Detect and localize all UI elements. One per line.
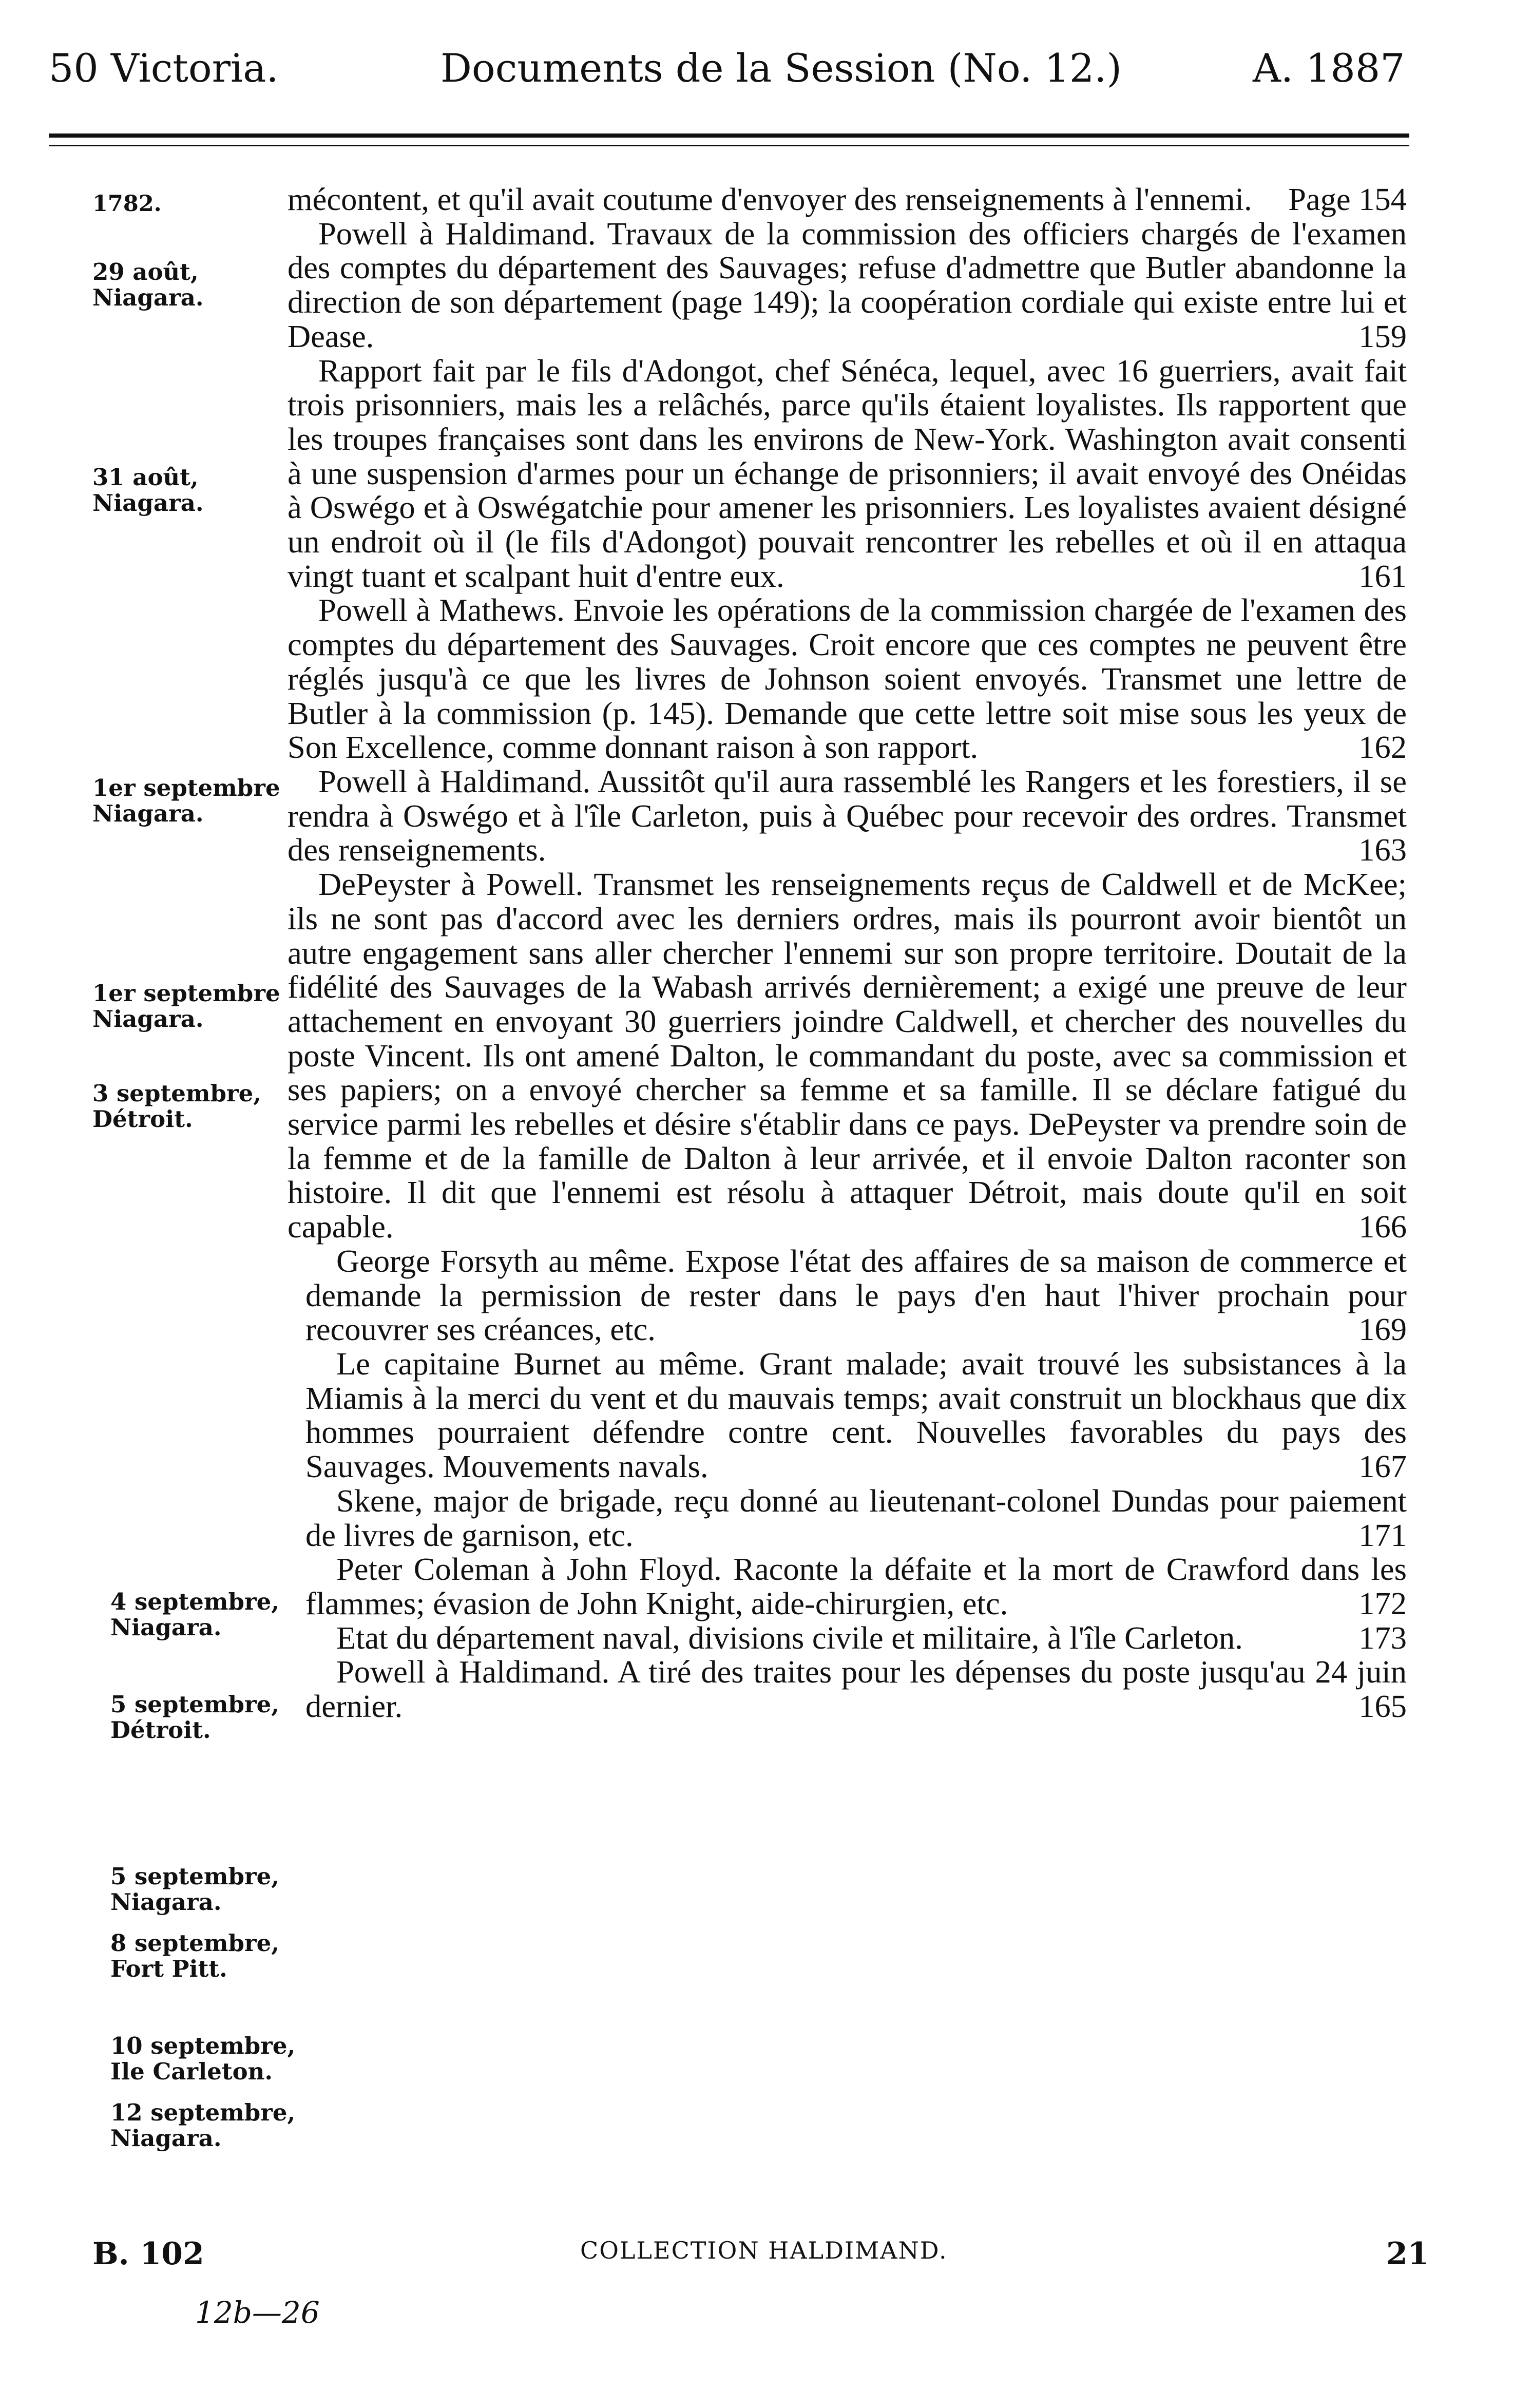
margin-year: 1782. (92, 191, 162, 217)
footer-signature-mark: 12b—26 (195, 2295, 320, 2330)
margin-place: Détroit. (92, 1105, 193, 1133)
entry (288, 182, 1407, 217)
entry (288, 354, 1407, 594)
footer-page-number: 21 (1386, 2236, 1429, 2272)
entry (288, 867, 1407, 1244)
margin-note (92, 465, 204, 516)
margin-date: 5 septembre, (110, 1691, 279, 1718)
entry (305, 1655, 1407, 1723)
margin-note (92, 1081, 261, 1132)
footer-collection: COLLECTION HALDIMAND. (580, 2237, 948, 2264)
margin-date: 1er septembre (92, 980, 280, 1007)
margin-note (110, 1931, 279, 1982)
entry-text: mécontent, et qu'il avait coutume d'envoyer des renseignements à l'ennemi. (288, 181, 1252, 217)
margin-place: Ile Carleton. (110, 2058, 273, 2085)
margin-date: 8 septembre, (110, 1929, 279, 1957)
margin-note (110, 2100, 295, 2151)
entry-page: 163 (1358, 832, 1407, 868)
margin-note (92, 981, 280, 1032)
entry-page: 161 (1358, 558, 1407, 594)
margin-note (110, 1864, 279, 1915)
entry-page: 173 (1358, 1619, 1407, 1656)
margin-date: 4 septembre, (110, 1588, 279, 1615)
entry-text: Powell à Haldimand. Aussitôt qu'il aura rassemblé les Rangers et les forestiers, il se rendra à Oswégo et à l'île Carleton, puis à Québec pour recevoir des ordres. Transmet des renseignements. (288, 763, 1407, 868)
margin-place: Fort Pitt. (110, 1955, 227, 1982)
entry (305, 1347, 1407, 1484)
margin-place: Niagara. (92, 284, 204, 311)
entry-page: 172 (1358, 1585, 1407, 1621)
entry-page: 169 (1358, 1311, 1407, 1348)
margin-place: Niagara. (110, 2125, 222, 2152)
entry (288, 217, 1407, 354)
margin-place: Niagara. (92, 489, 204, 517)
entry-page: 162 (1358, 729, 1407, 766)
entry-text: Rapport fait par le fils d'Adongot, chef Sénéca, lequel, avec 16 guerriers, avait fait trois prisonniers, mais les a relâchés, parce qu'ils étaient loyalistes. Ils rapportent que les troupes françaises sont dans les environs de New-York. Washington avait consenti à une suspension d'armes pour un échange de prisonniers; il avait envoyé des Onéidas à Oswégo et à Oswégatchie pour amener les prisonniers. Les loyalistes avaient désigné un endroit où il (le fils d'Adongot) pouvait rencontrer les rebelles et où il en attaqua vingt tuant et scalpant huit d'entre eux. (288, 352, 1407, 594)
entry-text: Le capitaine Burnet au même. Grant malade; avait trouvé les subsistances à la Miamis à la merci du vent et du mauvais temps; avait construit un blockhaus que dix hommes pourraient défendre contre cent. Nouvelles favorables du pays des Sauvages. Mouvements navals. (305, 1346, 1407, 1485)
entry (305, 1621, 1407, 1655)
entry (288, 593, 1407, 765)
margin-note (92, 775, 280, 827)
entry-text: Powell à Mathews. Envoie les opérations de la commission chargée de l'examen des comptes du département des Sauvages. Croit encore que ces comptes ne peuvent être réglés jusqu'à ce que les livres de Johnson soient envoyés. Transmet une lettre de Butler à la commission (p. 145). Demande que cette lettre soit mise sous les yeux de Son Excellence, comme donnant raison à son rapport. (288, 592, 1407, 766)
margin-note (110, 2033, 295, 2085)
margin-note (110, 1692, 279, 1743)
entry (305, 1244, 1407, 1347)
margin-date: 12 septembre, (110, 2099, 296, 2126)
margin-date: 31 août, (92, 464, 199, 491)
header-rule-thick (49, 133, 1409, 138)
margin-place: Niagara. (92, 1005, 204, 1033)
margin-date: 1er septembre (92, 774, 280, 801)
entry (288, 765, 1407, 867)
entry-page: 159 (1358, 318, 1407, 354)
entry-text: Powell à Haldimand. Travaux de la commission des officiers chargés de l'examen des comptes du département des Sauvages; refuse d'admettre que Butler abandonne la direction de son département (page 149); la coopération cordiale qui existe entre lui et Dease. (288, 215, 1407, 354)
entry-text: Skene, major de brigade, reçu donné au lieutenant-colonel Dundas pour paiement de livres de garnison, etc. (305, 1482, 1407, 1553)
margin-note (110, 1589, 279, 1640)
margin-place: Niagara. (110, 1614, 222, 1641)
header-session: 50 Victoria. (49, 45, 279, 91)
margin-note (92, 259, 204, 311)
entry-text: Powell à Haldimand. A tiré des traites pour les dépenses du poste jusqu'au 24 juin dernier. (305, 1654, 1407, 1725)
entry-page: 165 (1358, 1688, 1407, 1725)
header-year: A. 1887 (1253, 45, 1405, 91)
margin-place: Détroit. (110, 1716, 211, 1744)
footer-left: B. 102 (92, 2236, 204, 2272)
margin-date: 29 août, (92, 258, 199, 285)
entry-text: DePeyster à Powell. Transmet les renseignements reçus de Caldwell et de McKee; ils ne sont pas d'accord avec les derniers ordres, mais ils pourront avoir bientôt un autre engagement sans aller chercher l'ennemi sur son propre territoire. Doutait de la fidélité des Sauvages de la Wabash arrivés dernièrement; a exigé une preuve de leur attachement en envoyant 30 guerriers joindre Caldwell, et chercher des nouvelles du poste Vincent. Ils ont amené Dalton, le commandant du poste, avec sa commission et ses papiers; on a envoyé chercher sa femme et sa famille. Il se déclare fatigué du service parmi les rebelles et désire s'établir dans ce pays. DePeyster va prendre soin de la femme et de la famille de Dalton à leur arrivée, et il envoie Dalton raconter son histoire. Il dit que l'ennemi est résolu à attaquer Détroit, mais doute qu'il en soit capable. (288, 866, 1407, 1245)
body-column (288, 182, 1407, 1724)
margin-date: 5 septembre, (110, 1863, 279, 1890)
entry-text: Etat du département naval, divisions civile et militaire, à l'île Carleton. (336, 1619, 1243, 1656)
margin-place: Niagara. (110, 1888, 222, 1916)
entry (305, 1552, 1407, 1620)
entry-text: Peter Coleman à John Floyd. Raconte la défaite et la mort de Crawford dans les flammes; évasion de John Knight, aide-chirurgien, etc. (305, 1551, 1407, 1621)
header-rule-thin (49, 145, 1409, 146)
entry-text: George Forsyth au même. Expose l'état des affaires de sa maison de commerce et demande la permission de rester dans le pays d'en haut l'hiver prochain pour recouvrer ses créances, etc. (305, 1243, 1407, 1348)
header-title: Documents de la Session (No. 12.) (441, 45, 1122, 91)
margin-date: 10 septembre, (110, 2032, 296, 2059)
entry (305, 1484, 1407, 1552)
margin-date: 3 septembre, (92, 1080, 261, 1107)
entry-page: 166 (1358, 1209, 1407, 1245)
entry-page: 167 (1358, 1448, 1407, 1485)
margin-place: Niagara. (92, 800, 204, 827)
entry-page: Page 154 (1288, 181, 1407, 218)
entry-page: 171 (1358, 1517, 1407, 1553)
